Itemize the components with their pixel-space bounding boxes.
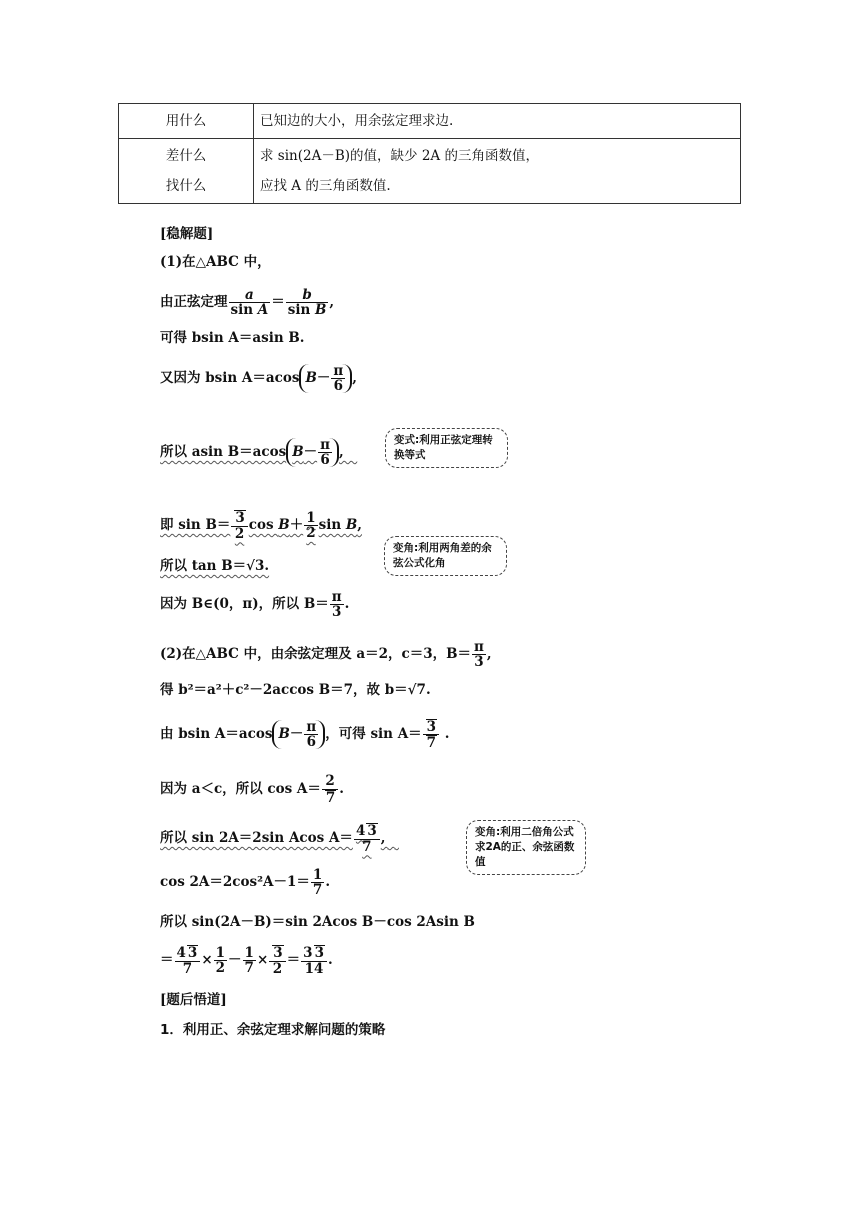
line-6: 即 sin B＝ $\frac{3}{2}$ cos B＋ $\frac{1}{2}$ sin B, — [160, 509, 362, 542]
info-table — [118, 103, 741, 204]
line-8-text: 因为 B∈(0，π)，所以 B＝ — [160, 596, 329, 612]
table-value: 应找 A 的三角函数值. — [260, 178, 391, 194]
line-14: cos 2A＝2cos²A－1＝ $\frac{1}{7}$ . — [160, 866, 331, 898]
table-value: 已知边的大小，用余弦定理求边. — [254, 104, 741, 139]
section-reflect: [题后悟道] — [160, 992, 227, 1008]
line-11-text: 由 bsin A＝acos — [160, 726, 273, 742]
table-row — [119, 139, 741, 204]
line-3: 可得 bsin A＝asin B. — [160, 330, 305, 346]
line-7: 所以 tan B＝√3. — [160, 558, 270, 574]
line-5-text: 所以 asin B＝acos — [160, 444, 287, 460]
line-9-text: (2)在△ABC 中，由余弦定理及 a＝2，c＝3，B＝ — [160, 646, 471, 662]
line-12: 因为 a＜c，所以 cos A＝ $\frac{2}{7}$ . — [160, 773, 344, 806]
note-bubble-1: 变式:利用正弦定理转换等式 — [385, 428, 508, 468]
line-6-text: 即 sin B＝ — [160, 517, 231, 533]
line-15: 所以 sin(2A－B)＝sin 2Acos B－cos 2Asin B — [160, 914, 475, 930]
line-5: 所以 asin B＝acos B－ $\frac{\pi}{6}$ , — [160, 436, 358, 468]
line-16: ＝ $\frac{4 3}{7}$ × $\frac{1}{2}$ － $\frac{1}{7}$ × $\frac{3}{2}$ ＝ $\frac{3 3}{14}$ . — [160, 944, 333, 977]
table-key: 用什么 — [119, 104, 254, 139]
line-16-text: ＝ — [160, 952, 174, 968]
line-14-text: cos 2A＝2cos²A－1＝ — [160, 874, 310, 890]
fraction: $\frac{a}{\text{sin A}}$ — [230, 286, 269, 318]
section-solve: [稳解题] — [160, 226, 214, 242]
note-bubble-2: 变角:利用两角差的余弦公式化角 — [384, 536, 507, 576]
fraction: $\frac{b}{\text{sin B}}$ — [287, 286, 327, 318]
line-1: (1)在△ABC 中， — [160, 254, 271, 270]
line-4-text: 又因为 bsin A＝acos — [160, 370, 300, 386]
note-bubble-3: 变角:利用二倍角公式求2A的正、余弦函数值 — [466, 820, 586, 875]
table-key: 找什么 — [165, 178, 207, 194]
table-value: 求 sin(2A－B)的值，缺少 2A 的三角函数值， — [260, 148, 539, 164]
line-13: 所以 sin 2A＝2sin Acos A＝ $\frac{4 3}{7}$ , — [160, 823, 399, 855]
line-4: 又因为 bsin A＝acos B－ $\frac{\pi}{6}$ , — [160, 362, 357, 394]
line-11-mid: ，可得 sin A＝ — [325, 726, 422, 742]
strategy-heading: 1．利用正、余弦定理求解问题的策略 — [160, 1022, 386, 1038]
line-2: 由正弦定理 $\frac{a}{\text{sin A}}$ ＝ $\frac{b}{\text{sin B}}$ , — [160, 286, 335, 318]
line-2-text: 由正弦定理 — [160, 294, 228, 310]
paren-group: B－ $\frac{\pi}{6}$ — [286, 438, 339, 467]
line-12-text: 因为 a＜c，所以 cos A＝ — [160, 781, 321, 797]
line-13-text: 所以 sin 2A＝2sin Acos A＝ — [160, 830, 353, 846]
paren-group: B－ $\frac{\pi}{6}$ — [299, 364, 352, 393]
table-key: 差什么 — [165, 148, 207, 164]
table-row — [119, 104, 741, 139]
line-9: (2)在△ABC 中，由余弦定理及 a＝2，c＝3，B＝ $\frac{\pi}{3}$ , — [160, 638, 492, 670]
line-11: 由 bsin A＝acos B－ $\frac{\pi}{6}$ ，可得 sin A＝ $\frac{3}{7}$ . — [160, 718, 450, 751]
line-8: 因为 B∈(0，π)，所以 B＝ $\frac{\pi}{3}$ . — [160, 588, 350, 620]
line-10: 得 b²＝a²＋c²－2accos B＝7，故 b＝√7. — [160, 682, 431, 698]
